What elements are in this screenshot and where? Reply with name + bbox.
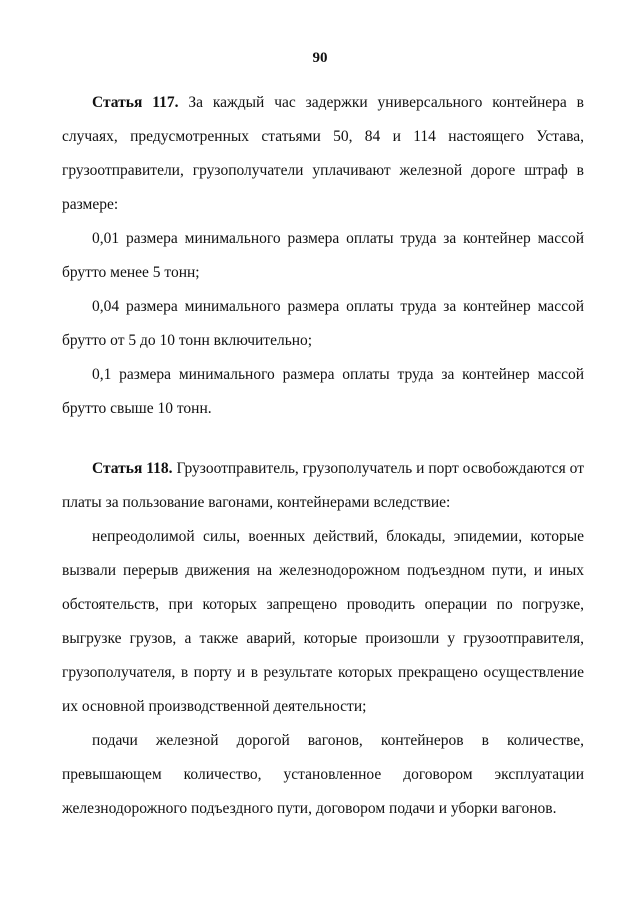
article-117-item-3: 0,1 размера минимального размера оплаты труда за контейнер массой брутто свыше 10 тонн. <box>62 366 584 417</box>
article-118-intro <box>62 452 584 520</box>
article-118-item-2: подачи железной дорогой вагонов, контейнеров в количестве, превышающем количество, установленное договором эксплуатации железнодорожного подъездного пути, договором подачи и уборки вагонов. <box>62 732 584 817</box>
article-117-item-2: 0,04 размера минимального размера оплаты труда за контейнер массой брутто от 5 до 10 тонн включительно; <box>62 298 584 349</box>
article-118-item-1: непреодолимой силы, военных действий, блокады, эпидемии, которые вызвали перерыв движения на железнодорожном подъездном пути, и иных обстоятельств, при которых запрещено проводить операции по погрузке, выгрузке грузов, а также аварий, которые произошли у грузоотправителя, грузополучателя, в порту и в результате которых прекращено осуществление их основной производственной деятельности; <box>62 528 584 715</box>
page-number: 90 <box>312 50 328 66</box>
article-117 <box>62 86 584 426</box>
article-117-intro-text: За каждый час задержки универсального контейнера в случаях, предусмотренных статьями 50, 84 и 114 настоящего Устава, грузоотправители, грузополучатели уплачивают железной дороге штраф в размере: <box>62 94 584 213</box>
article-117-item-1: 0,01 размера минимального размера оплаты труда за контейнер массой брутто менее 5 тонн; <box>62 230 584 281</box>
article-118 <box>62 452 584 826</box>
article-117-heading: Статья 117. <box>92 94 179 111</box>
article-118-heading: Статья 118. <box>92 460 173 477</box>
article-117-intro <box>62 86 584 222</box>
article-118-intro-text: Грузоотправитель, грузополучатель и порт освобождаются от платы за пользование вагонами, контейнерами вследствие: <box>62 460 585 511</box>
